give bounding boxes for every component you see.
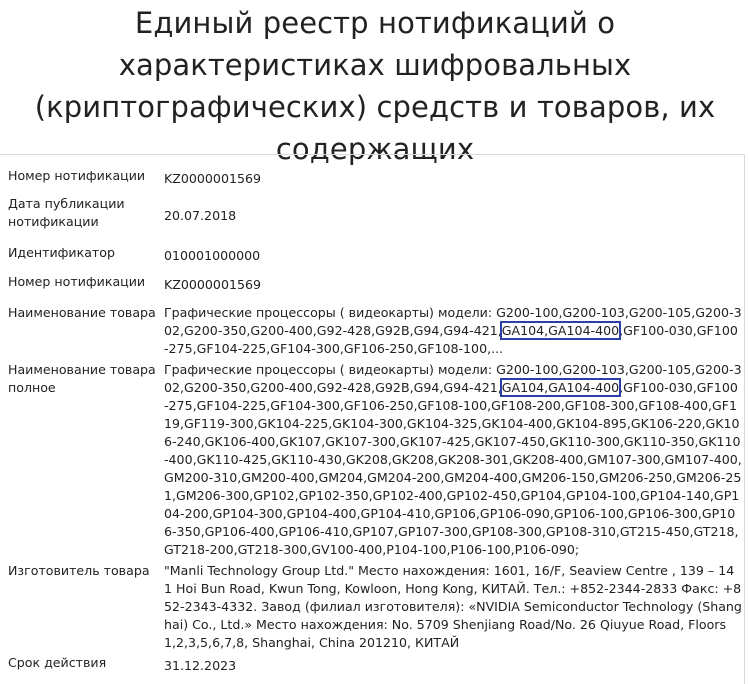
value-text: Графические процессоры ( видеокарты) модели: G200-100,G200-103,G200-105,G200-302,G200-350,G200-400,G92-428,G92B,G94,G94-421, <box>164 305 742 338</box>
field-label: Идентификатор <box>8 245 115 260</box>
highlighted-model-box: GA104,GA104-400 <box>501 380 620 395</box>
field-value: 20.07.2018 <box>164 208 237 223</box>
field-value <box>164 361 742 559</box>
field-label: Изготовитель товара <box>8 563 150 578</box>
field-value <box>164 304 742 358</box>
field-label: Наименование товара полное <box>8 362 156 395</box>
field-value: "Manli Technology Group Ltd." Место нахождения: 1601, 16/F, Seaview Centre , 139 – 141 Hoi Bun Road, Kwun Tong, Kowloon, Hong Kong, КИТАЙ. Тел.: +852-2344-2833 Факс: +852-2343-4332. Завод (филиал изготовителя): «NVIDIA Semiconductor Technology (Shanghai) Co., Ltd.» Место нахождения: No. 5709 Shenjiang Road/No. 26 Qiuyue Road, Floors 1,2,3,5,6,7,8, Shanghai, China 201210, КИТАЙ <box>164 563 742 650</box>
value-text: Графические процессоры ( видеокарты) модели: G200-100,G200-103,G200-105,G200-302,G200-350,G200-400,G92-428,G92B,G94,G94-421, <box>164 362 742 395</box>
field-value: KZ0000001569 <box>164 277 262 292</box>
page-title: Единый реестр нотификаций о характеристиках шифровальных (криптографических) средств и товаров, их содержащих <box>34 6 716 166</box>
field-label: Дата публикации нотификации <box>8 196 125 229</box>
field-label: Срок действия <box>8 655 107 670</box>
field-label: Наименование товара <box>8 305 156 320</box>
field-value: 31.12.2023 <box>164 658 237 673</box>
value-text: ,GF100-030,GF100-275,GF104-225,GF104-300,GF106-250,GF108-100,... <box>164 323 738 356</box>
field-label: Номер нотификации <box>8 168 146 183</box>
field-value: 010001000000 <box>164 248 261 263</box>
notification-details-table <box>0 154 745 684</box>
field-label: Номер нотификации <box>8 274 146 289</box>
value-text: ,GF100-030,GF100-275,GF104-225,GF104-300,GF106-250,GF108-100,GF108-200,GF108-300,GF108-400,GF119,GF119-300,GK104-225,GK104-300,GK104-325,GK104-400,GK104-895,GK106-220,GK106-240,GK106-400,GK107,GK107-300,GK107-425,GK107-450,GK110-300,GK110-350,GK110-400,GK110-425,GK110-430,GK208,GK208,GK208-301,GK208-400,GM107-300,GM107-400,GM200-310,GM200-400,GM204,GM204-200,GM204-400,GM206-150,GM206-250,GM206-251,GM206-300,GP102,GP102-350,GP102-400,GP102-450,GP104,GP104-100,GP104-140,GP104-200,GP104-300,GP104-400,GP104-410,GP106,GP106-090,GP106-100,GP106-300,GP106-350,GP106-400,GP106-410,GP107,GP107-300,GP108-300,GP108-310,GT215-450,GT218,GT218-200,GT218-300,GV100-400,P104-100,P106-100,P106-090; <box>164 380 742 557</box>
highlighted-model-box: GA104,GA104-400 <box>501 323 620 338</box>
field-value: KZ0000001569 <box>164 171 262 186</box>
